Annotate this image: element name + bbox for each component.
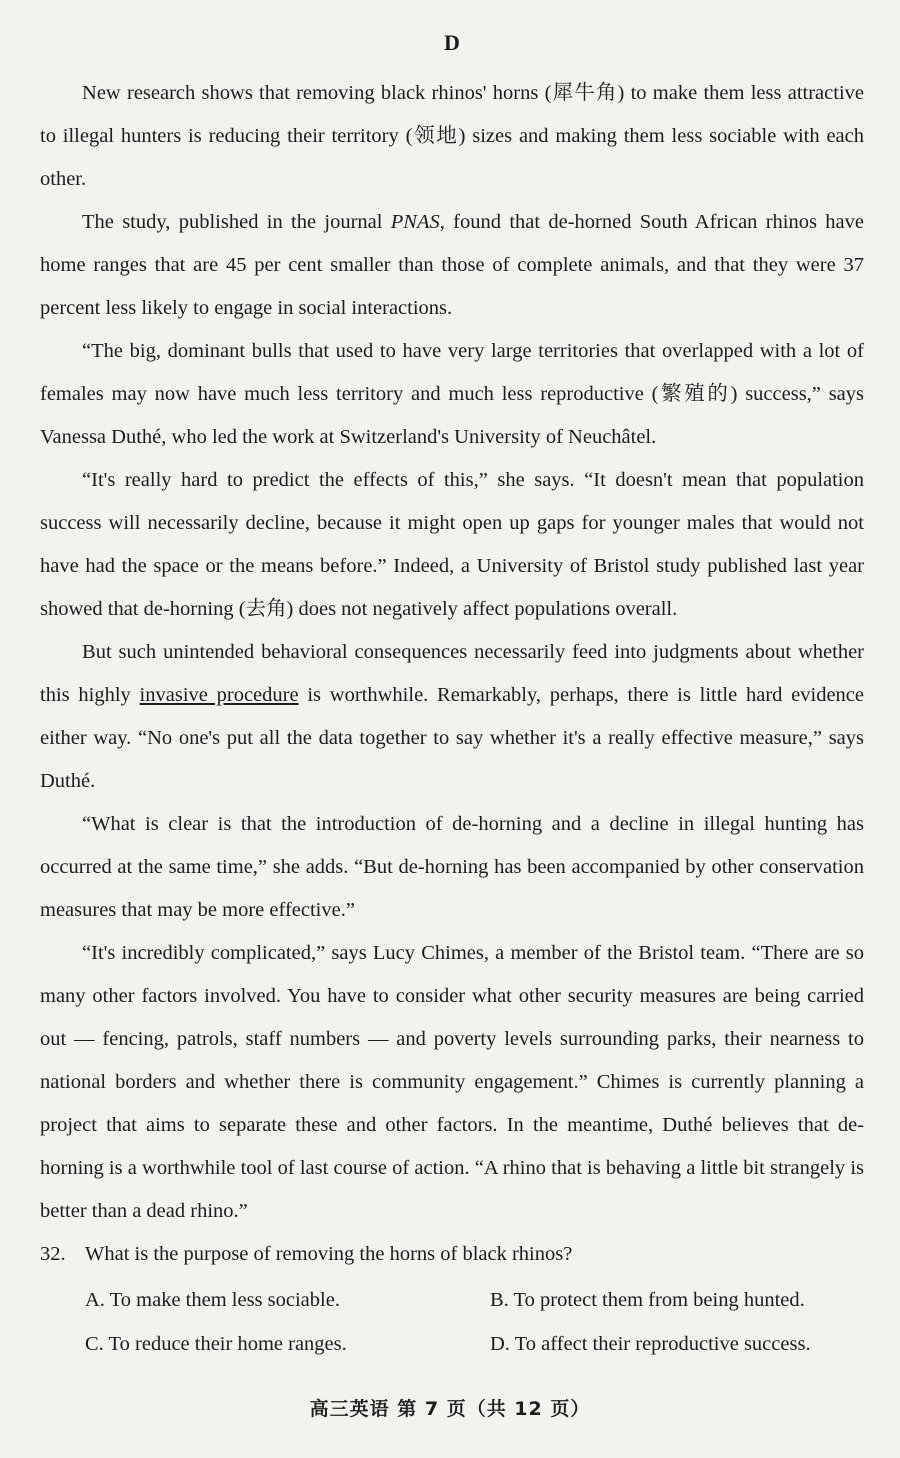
underlined-phrase: invasive procedure (139, 684, 299, 707)
question-32 (40, 1233, 864, 1366)
paragraph-7: “It's incredibly complicated,” says Lucy Chimes, a member of the Bristol team. “There are so many other factors involved. You have to consider what other security measures are being carried out — fencing, patrols, staff numbers — and poverty levels surrounding parks, their nearness to national borders and whether there is community engagement.” Chimes is currently planning a project that aims to separate these and other factors. In the meantime, Duthé believes that de-horning is a worthwhile tool of last course of action. “A rhino that is behaving a little bit strangely is better than a dead rhino.” (40, 942, 864, 1223)
option-d[interactable]: D. To affect their reproductive success. (490, 1333, 811, 1356)
paragraph-4: “It's really hard to predict the effects of this,” she says. “It doesn't mean that population success will necessarily decline, because it might open up gaps for younger males that would not have had the space or the means before.” Indeed, a University of Bristol study published last year showed that de-horning (去角) does not negatively affect populations overall. (40, 469, 864, 621)
section-heading: D (444, 30, 460, 55)
question-number: 32. (40, 1243, 66, 1266)
question-text: What is the purpose of removing the horns of black rhinos? (85, 1243, 573, 1266)
page-footer: 高三英语 第 7 页（共 12 页） (309, 1398, 591, 1420)
answer-options (40, 1278, 864, 1366)
option-c[interactable]: C. To reduce their home ranges. (85, 1333, 347, 1356)
paragraph-1: New research shows that removing black rhinos' horns (犀牛角) to make them less attractive to illegal hunters is reducing their territory (领地) sizes and making them less sociable with each other. (40, 82, 865, 191)
paragraph-2: The study, published in the journal PNAS, found that de-horned South African rhinos have home ranges that are 45 per cent smaller than those of complete animals, and that they were 37 percent less likely to engage in social interactions. (40, 211, 864, 320)
gloss-rhino-horn: 犀牛角 (551, 82, 618, 105)
paragraph-3: “The big, dominant bulls that used to have very large territories that overlapped with a lot of females may now have much less territory and much less reproductive (繁殖的) success,” says Vanessa Duthé, who led the work at Switzerland's University of Neuchâtel. (40, 340, 864, 449)
option-a[interactable]: A. To make them less sociable. (85, 1289, 340, 1312)
journal-name: PNAS (390, 211, 440, 234)
paragraph-6: “What is clear is that the introduction of de-horning and a decline in illegal hunting has occurred at the same time,” she adds. “But de-horning has been accompanied by other conservation measures that may be more effective.” (40, 813, 864, 922)
option-b[interactable]: B. To protect them from being hunted. (490, 1289, 805, 1312)
gloss-territory: 领地 (412, 125, 459, 148)
gloss-dehorning: 去角 (245, 598, 287, 621)
paragraph-5: But such unintended behavioral consequences necessarily feed into judgments about whether this highly invasive procedure is worthwhile. Remarkably, perhaps, there is little hard evidence either way. “No one's put all the data together to say whether it's a really effective measure,” says Duthé. (40, 641, 864, 793)
gloss-reproductive: 繁殖的 (658, 383, 731, 406)
question-stem (40, 1233, 864, 1276)
